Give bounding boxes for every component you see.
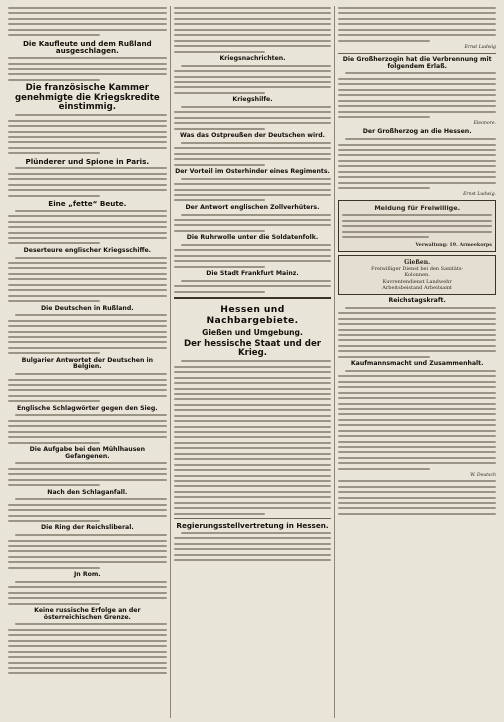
headline-russische-erfolge: Keine russische Erfolge an der österreichischen Grenze. xyxy=(34,607,141,621)
headline-deserteure: Deserteure englischer Kriegsschiffe. xyxy=(23,246,152,254)
headline-deutschen-belgien: Bulgarier Antwortet der Deutschen in Belgien. xyxy=(21,356,154,371)
notice-freiwillige xyxy=(338,200,496,251)
ad-giessen: Gießen. xyxy=(404,258,431,266)
headline-fette-beute: Eine „fette“ Beute. xyxy=(48,199,127,209)
column-middle xyxy=(170,6,335,718)
signature-eleonore: Eleonore. xyxy=(473,121,496,127)
headline-regiment: Der Vorteil im Osterhinder eines Regiments. xyxy=(175,168,330,175)
headline-zollverhueter: Der Antwort englischen Zollverhüters. xyxy=(185,203,320,211)
headline-muehlhausen: Die Aufgabe bei den Mühlhausen Gefangenen. xyxy=(29,446,145,460)
headline-kriegshilfe: Kriegshilfe. xyxy=(232,96,273,104)
signature-deutsch: W. Deutsch xyxy=(470,473,496,479)
headline-deutschen-russland: Die Deutschen in Rußland. xyxy=(41,304,134,312)
column-right xyxy=(334,6,499,718)
notice-title: Meldung für Freiwillige. xyxy=(374,204,461,213)
headline-kaufmannsmacht: Kaufmannsmacht und Zusammenhalt. xyxy=(350,360,484,368)
ad-line-4: Kuvrentendienst Landwehr xyxy=(382,278,452,285)
headline-hessische-staat: Der hessische Staat und der Krieg. xyxy=(183,338,322,359)
headline-rom: Jn Rom. xyxy=(73,571,101,579)
headline-ostpreussen: Was das Ostpreußen der Deutschen wird. xyxy=(180,132,325,140)
signature-ernst-ludwig-2: Ernst Ludwig. xyxy=(463,192,496,198)
headline-reichsliberal: Die Ring der Reichsliberal. xyxy=(40,524,134,532)
headline-franzoesische-kammer: Die französische Kammer genehmigte die Kriegskredite einstimmig. xyxy=(14,83,160,112)
headline-kaufleute: Die Kaufleute und dem Rußland ausgeschlagen. xyxy=(22,38,152,56)
headline-grossherzogin: Die Großherzogin hat die Verbrennung mit folgendem Erlaß. xyxy=(342,56,492,70)
notice-signature: Verwaltung: 19. Armeekorps xyxy=(415,241,492,248)
headline-reichstagskraft: Reichstagskraft. xyxy=(388,297,446,305)
section-rule xyxy=(174,297,332,299)
headline-regierungsstellvertretung: Regierungsstellvertretung in Hessen. xyxy=(176,521,329,530)
headline-kriegsnachrichten: Kriegsnachrichten. xyxy=(219,54,286,62)
signature-ernst-ludwig-1: Ernst Ludwig xyxy=(464,45,496,51)
headline-grossherzog-hessen: Der Großherzog an die Hessen. xyxy=(362,128,472,136)
headline-frankfurt-mainz: Die Stadt Frankfurt Mainz. xyxy=(206,270,299,278)
headline-pluenderer: Plünderer und Spione in Paris. xyxy=(25,156,150,166)
section-subtitle-giessen: Gießen und Umgebung. xyxy=(202,327,303,337)
ad-line-2: Freiwilliger Dienst bei den Sanitäts- xyxy=(371,266,464,273)
notice-sanitaet xyxy=(338,255,496,296)
section-title-hessen: Hessen und Nachbargebiete. xyxy=(206,303,299,326)
ad-line-5: Arbeitsbeistand Arbeitsamt xyxy=(382,284,453,291)
rule-c3-1 xyxy=(338,53,496,54)
rule-regierung xyxy=(174,518,332,519)
column-left xyxy=(5,6,170,718)
headline-ruhrwolle: Die Ruhrwolle unter die Soldatenfolk. xyxy=(186,234,319,242)
headline-schlagwoerter: Englische Schlagwörter gegen den Sieg. xyxy=(17,404,158,412)
headline-schlaganfall: Nach den Schlaganfall. xyxy=(47,488,128,496)
ad-line-3: Kolonnen. xyxy=(404,272,430,279)
